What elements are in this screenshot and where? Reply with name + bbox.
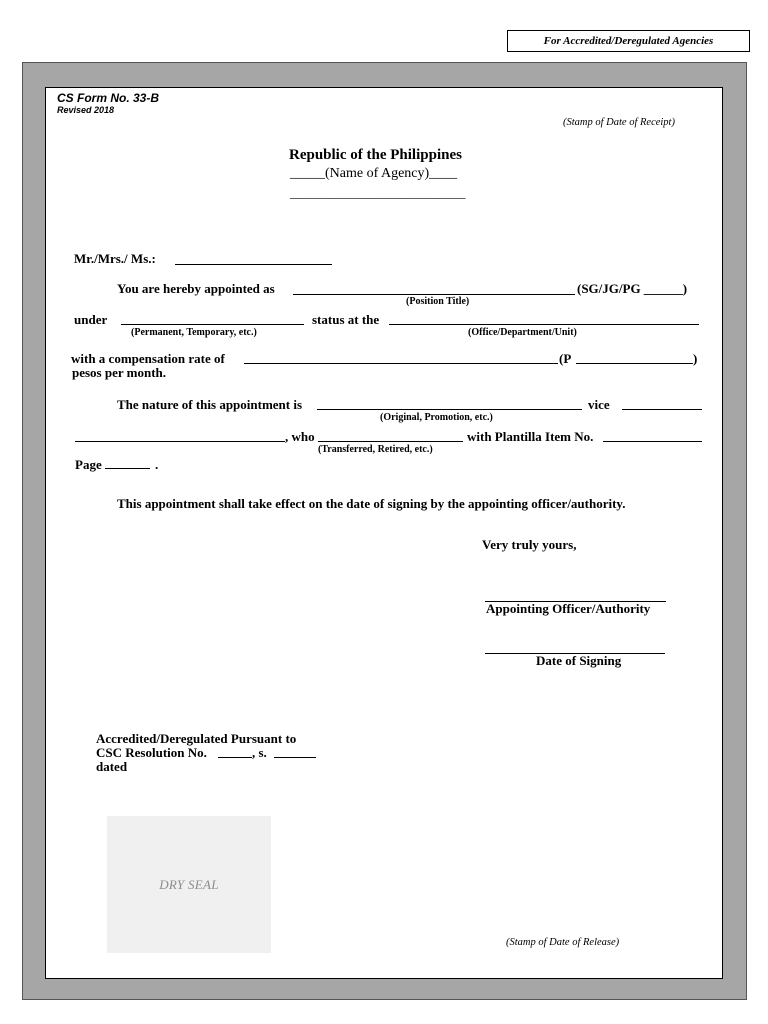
- transferred-caption: (Transferred, Retired, etc.): [318, 444, 433, 455]
- republic-title: Republic of the Philippines: [289, 147, 462, 163]
- under-label: under: [74, 312, 108, 327]
- resolution-no-field[interactable]: [218, 757, 252, 758]
- status-at-label: status at the: [312, 312, 380, 327]
- date-signing-label: Date of Signing: [536, 653, 622, 668]
- pesos-per-month: pesos per month.: [72, 365, 167, 380]
- name-field[interactable]: [175, 264, 332, 265]
- page-label: Page: [75, 457, 102, 472]
- dry-seal-label: DRY SEAL: [159, 876, 219, 892]
- peso-close: ): [693, 351, 698, 366]
- permanent-caption: (Permanent, Temporary, etc.): [131, 327, 257, 338]
- position-title-field[interactable]: [293, 294, 575, 295]
- accredited-pursuant: Accredited/Deregulated Pursuant to: [96, 731, 297, 746]
- nature-label: The nature of this appointment is: [117, 397, 303, 412]
- plantilla-label: with Plantilla Item No.: [467, 429, 594, 444]
- appointed-as-label: You are hereby appointed as: [117, 281, 275, 296]
- revised-date: Revised 2018: [57, 105, 115, 115]
- original-caption: (Original, Promotion, etc.): [380, 412, 493, 423]
- form-number: CS Form No. 33-B: [57, 91, 160, 105]
- appointing-officer-label: Appointing Officer/Authority: [486, 601, 651, 616]
- vice-label: vice: [588, 397, 610, 412]
- stamp-receipt-caption: (Stamp of Date of Receipt): [563, 117, 675, 128]
- plantilla-item-field[interactable]: [603, 441, 702, 442]
- agency-underline: ___________________________: [290, 185, 466, 200]
- vice-field[interactable]: [622, 409, 702, 410]
- page-field[interactable]: [105, 468, 150, 469]
- compensation-label: with a compensation rate of: [71, 351, 225, 366]
- reason-field[interactable]: [318, 441, 463, 442]
- office-field[interactable]: [389, 324, 699, 325]
- dated-label: dated: [96, 759, 128, 774]
- position-title-caption: (Position Title): [406, 296, 470, 307]
- status-field[interactable]: [121, 324, 304, 325]
- series-label: , s.: [252, 745, 267, 760]
- salutation: Mr./Mrs./ Ms.:: [74, 251, 156, 266]
- closing: Very truly yours,: [482, 537, 577, 552]
- accredited-agencies-label: For Accredited/Deregulated Agencies: [507, 30, 750, 52]
- office-caption: (Office/Department/Unit): [468, 327, 577, 338]
- csc-resolution-label: CSC Resolution No.: [96, 745, 207, 760]
- who-label: , who: [285, 429, 315, 444]
- agency-name: _____(Name of Agency)____: [290, 166, 458, 181]
- stamp-release-caption: (Stamp of Date of Release): [506, 937, 620, 948]
- series-field[interactable]: [274, 757, 316, 758]
- page-period: .: [155, 457, 159, 472]
- nature-field[interactable]: [317, 409, 582, 410]
- compensation-words-field[interactable]: [244, 363, 558, 364]
- effect-statement: This appointment shall take effect on the date of signing by the appointing officer/authority.: [117, 496, 626, 511]
- vice-name-field[interactable]: [75, 441, 285, 442]
- compensation-amount-field[interactable]: [576, 363, 693, 364]
- peso-open: (P: [559, 351, 572, 366]
- dry-seal-area: [107, 816, 271, 953]
- salary-grade: (SG/JG/PG ______): [577, 281, 688, 296]
